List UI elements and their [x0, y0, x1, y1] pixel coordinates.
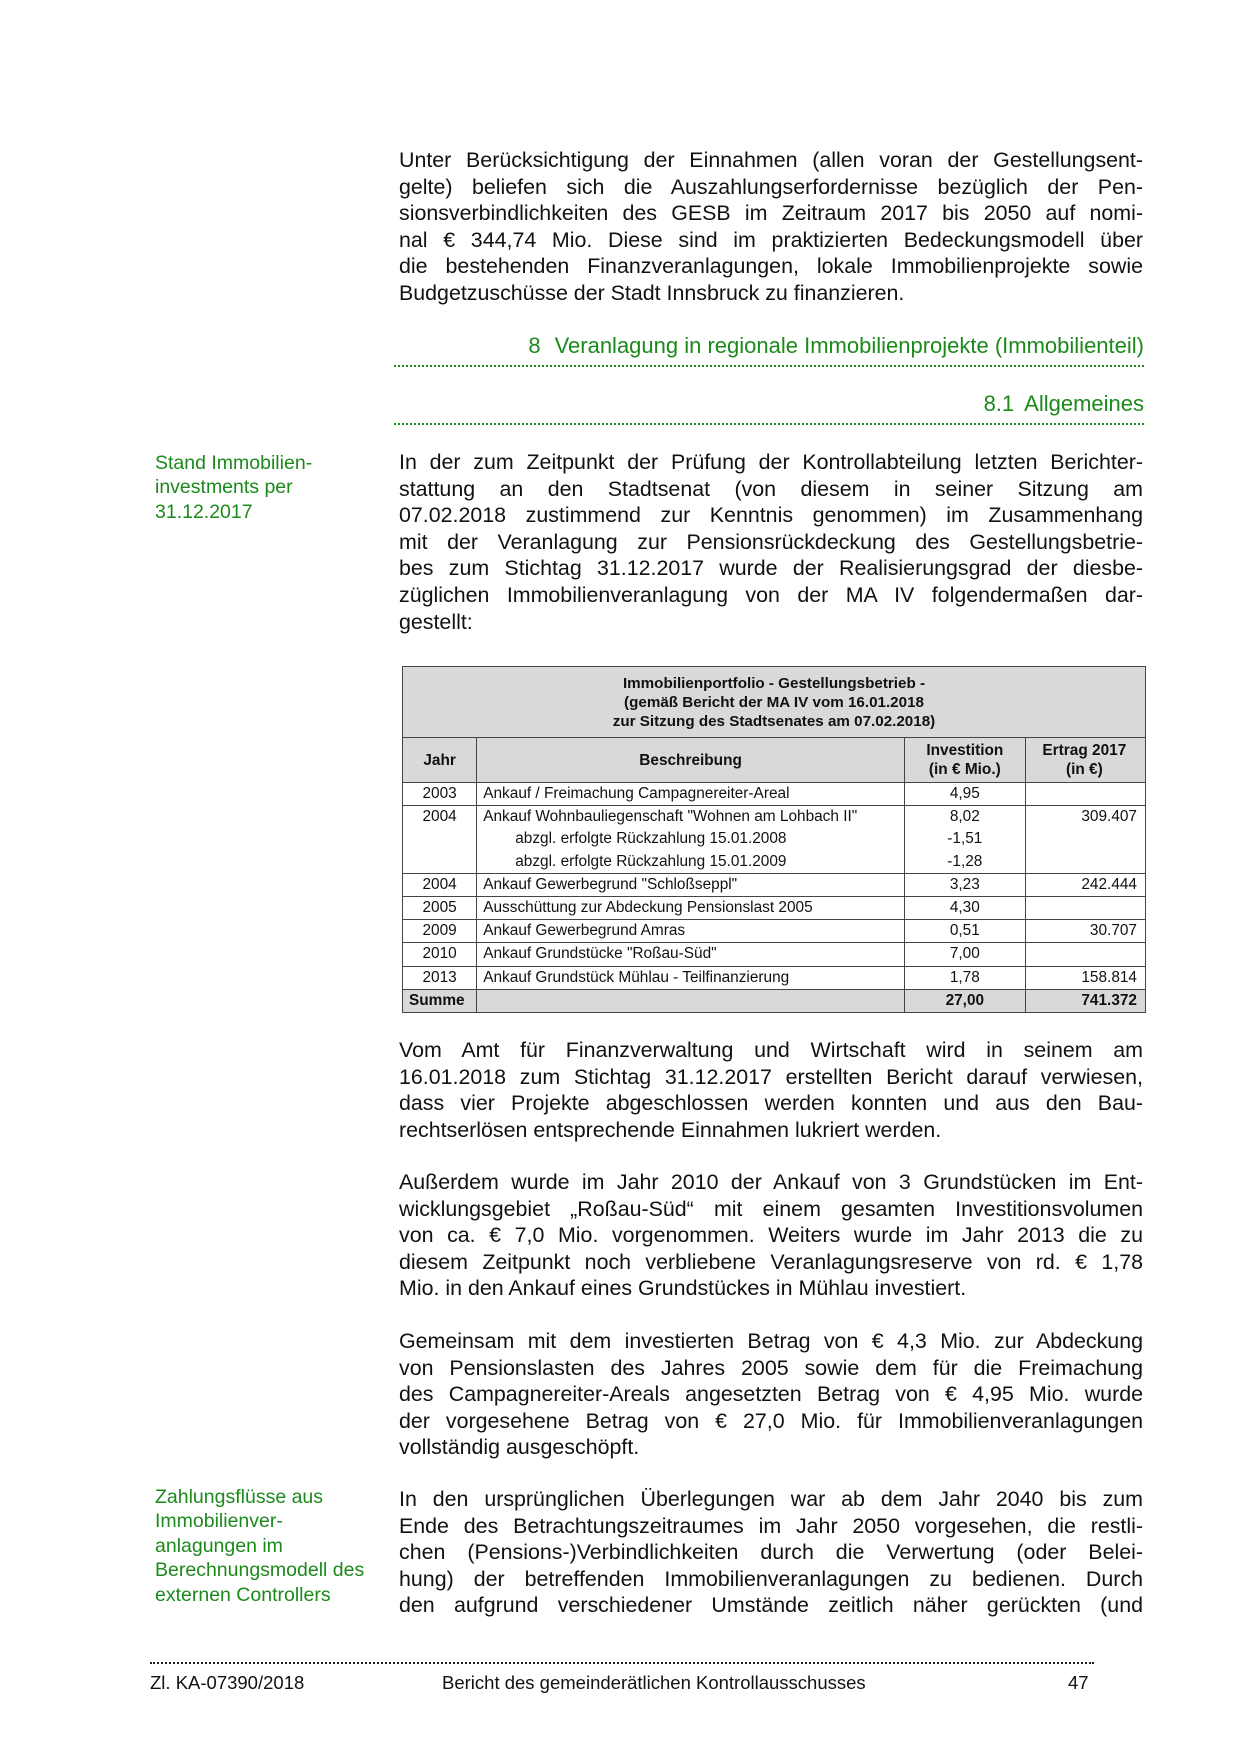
paragraph-amt-finanzverwaltung: Vom Amt für Finanzverwaltung und Wirtschaft wird in seinem am 16.01.2018 zum Stichtag 31.12.2017 erstellten Bericht darauf verwiesen, dass vier Projekte abgeschlossen werden konnten und aus den Bau- rechtserlösen entsprechende Einnahmen lukriert werden.	[399, 1038, 1143, 1142]
margin-note-zahlungsfluesse: Zahlungsflüsse aus Immobilienver- anlagungen im Berechnungsmodell des externen Controllers	[155, 1486, 365, 1606]
table-row: abzgl. erfolgte Rückzahlung 15.01.2009 -1,28	[403, 851, 1146, 874]
table-row: 2004 Ankauf Wohnbauliegenschaft "Wohnen am Lohbach II" 8,02 309.407	[403, 806, 1146, 829]
table-row: 2009 Ankauf Gewerbegrund Amras 0,51 30.707	[403, 920, 1146, 943]
section-heading-8-1: 8.1 Allgemeines	[394, 391, 1144, 425]
intro-paragraph: Unter Berücksichtigung der Einnahmen (allen voran der Gestellungsent- gelte) beliefen sich die Auszahlungserfordernisse bezüglich der Pen- sionsverbindlichkeiten des GESB im Zeitraum 2017 bis 2050 auf nomi- nal € 344,74 Mio. Diese sind im praktizierten Bedeckungsmodell über die bestehenden Finanzveranlagungen, lokale Immobilienprojekte sowie Budgetzuschüsse der Stadt Innsbruck zu finanzieren.	[399, 148, 1143, 305]
section-heading-8: 8 Veranlagung in regionale Immobilienprojekte (Immobilienteil)	[394, 333, 1144, 367]
table-row: abzgl. erfolgte Rückzahlung 15.01.2008 -1,51	[403, 828, 1146, 850]
table-row: 2003 Ankauf / Freimachung Campagnereiter-Areal 4,95	[403, 783, 1146, 806]
header-investition: Investition (in € Mio.)	[904, 738, 1025, 783]
table-row: 2013 Ankauf Grundstück Mühlau - Teilfinanzierung 1,78 158.814	[403, 966, 1146, 989]
margin-note-stand: Stand Immobilien- investments per 31.12.2017	[155, 452, 313, 523]
paragraph-urspruengliche-ueberlegungen: In den ursprünglichen Überlegungen war ab dem Jahr 2040 bis zum Ende des Betrachtungszeitraumes im Jahr 2050 vorgesehen, die restli- chen (Pensions-)Verbindlichkeiten durch die Verwertung (oder Belei- hung) der betreffenden Immobilienveranlagungen zu bedienen. Durch den aufgrund verschiedener Umstände zeitlich näher gerückten (und	[399, 1487, 1143, 1618]
header-ertrag: Ertrag 2017 (in €)	[1025, 738, 1145, 783]
page-number: 47	[1068, 1672, 1089, 1693]
table-row: 2004 Ankauf Gewerbegrund "Schloßseppl" 3,23 242.444	[403, 873, 1146, 896]
table-row: 2005 Ausschüttung zur Abdeckung Pensionslast 2005 4,30	[403, 896, 1146, 919]
footer-title: Bericht des gemeinderätlichen Kontrollausschusses	[442, 1672, 866, 1693]
paragraph-rossau-sued: Außerdem wurde im Jahr 2010 der Ankauf von 3 Grundstücken im Ent- wicklungsgebiet „Roßau-Süd“ mit einem gesamten Investitionsvolumen von ca. € 7,0 Mio. vorgenommen. Weiters wurde im Jahr 2013 die zu diesem Zeitpunkt noch verbliebene Veranlagungsreserve von rd. € 1,78 Mio. in den Ankauf eines Grundstückes in Mühlau investiert.	[399, 1170, 1143, 1301]
table-sum-row: Summe 27,00 741.372	[403, 989, 1146, 1012]
table-caption: Immobilienportfolio - Gestellungsbetrieb - (gemäß Bericht der MA IV vom 16.01.2018 zur Sitzung des Stadtsenates am 07.02.2018)	[403, 667, 1146, 738]
header-jahr: Jahr	[403, 738, 477, 783]
paragraph-berichterstattung: In der zum Zeitpunkt der Prüfung der Kontrollabteilung letzten Berichter- stattung an den Stadtsenat (von diesem in seiner Sitzung am 07.02.2018 zustimmend zur Kenntnis genommen) im Zusammenhang mit der Veranlagung zur Pensionsrückdeckung des Gestellungsbetrie- bes zum Stichtag 31.12.2017 wurde der Realisierungsgrad der diesbe- züglichen Immobilienveranlagung von der MA IV folgendermaßen dar- gestellt:	[399, 450, 1143, 634]
footer-reference: Zl. KA-07390/2018	[150, 1672, 305, 1693]
paragraph-betrag-ausgeschoepft: Gemeinsam mit dem investierten Betrag von € 4,3 Mio. zur Abdeckung von Pensionslasten des Jahres 2005 sowie dem für die Freimachung des Campagnereiter-Areals angesetzten Betrag von € 4,95 Mio. wurde der vorgesehene Betrag von € 27,0 Mio. für Immobilienveranlagungen vollständig ausgeschöpft.	[399, 1329, 1143, 1460]
footer-divider	[150, 1662, 1094, 1664]
immobilienportfolio-table	[402, 666, 1146, 1013]
header-beschreibung: Beschreibung	[477, 738, 905, 783]
table-row: 2010 Ankauf Grundstücke "Roßau-Süd" 7,00	[403, 943, 1146, 966]
